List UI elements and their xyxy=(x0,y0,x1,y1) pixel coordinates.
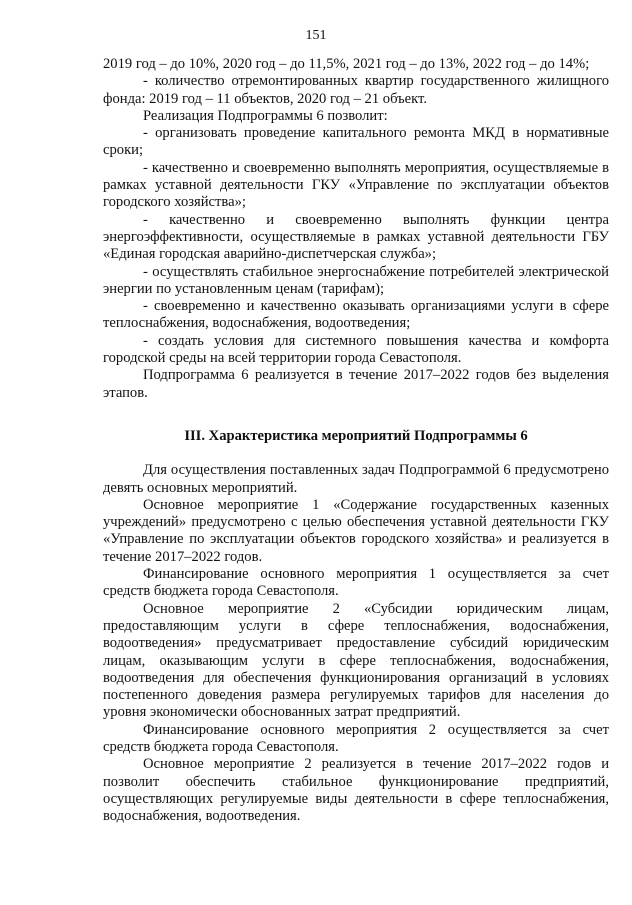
repaired-apartments-paragraph: - количество отремонтированных квартир государственного жилищного фонда: 2019 год – 11 объектов, 2020 год – 21 объект. xyxy=(103,73,609,107)
page-number: 151 xyxy=(305,28,327,43)
measure-2-period-paragraph: Основное мероприятие 2 реализуется в течение 2017–2022 годов и позволит обеспечить стабильное функционирование предприятий, осуществляющих регулируемые виды деятельности в сфере теплоснабжения, водоснабжения, водоотведения. xyxy=(103,756,609,825)
implementation-period-paragraph: Подпрограмма 6 реализуется в течение 2017–2022 годов без выделения этапов. xyxy=(103,367,609,401)
outcome-urban-environment: - создать условия для системного повышения качества и комфорта городской среды на всей территории города Севастополя. xyxy=(103,332,609,367)
section-heading: III. Характеристика мероприятий Подпрограммы 6 xyxy=(184,427,528,444)
main-measure-1-paragraph: Основное мероприятие 1 «Содержание государственных казенных учреждений» предусмотрено с целью обеспечения уставной деятельности ГКУ «Управление по эксплуатации объектов городского хозяйства» и реализуется в течение 2017–2022 годов. xyxy=(103,496,609,565)
main-measure-2-paragraph: Основное мероприятие 2 «Субсидии юридическим лицам, предоставляющим услуги в сфере теплоснабжения, водоснабжения, водоотведения» предусматривает предоставление субсидий юридическим лицам, оказывающим услуги в сфере теплоснабжения, водоснабжения, водоотведения для обеспечения функционирования организаций в условиях постепенного доведения размера регулируемых тарифов для населения до уровня экономически обоснованных затрат предприятий. xyxy=(103,600,609,721)
document-body xyxy=(103,56,609,825)
outcome-capital-repair: - организовать проведение капитального ремонта МКД в нормативные сроки; xyxy=(103,125,609,159)
outcome-energy-efficiency-center: - качественно и своевременно выполнять функции центра энергоэффективности, осуществляемые в рамках уставной деятельности ГБУ «Единая городская аварийно-диспетчерская служба»; xyxy=(103,211,609,263)
measures-overview-paragraph: Для осуществления поставленных задач Подпрограммой 6 предусмотрено девять основных мероприятий. xyxy=(103,462,609,496)
outcome-utility-services: - своевременно и качественно оказывать организациями услуги в сфере теплоснабжения, водоснабжения, водоотведения; xyxy=(103,298,609,332)
outcome-stable-energy-supply: - осуществлять стабильное энергоснабжение потребителей электрической энергии по установленным ценам (тарифам); xyxy=(103,263,609,297)
outcomes-intro-paragraph: Реализация Подпрограммы 6 позволит: xyxy=(143,107,388,124)
outcome-gku-activities: - качественно и своевременно выполнять мероприятия, осуществляемые в рамках уставной деятельности ГКУ «Управление по эксплуатации объектов городского хозяйства»; xyxy=(103,159,609,211)
target-percentages-paragraph: 2019 год – до 10%, 2020 год – до 11,5%, 2021 год – до 13%, 2022 год – до 14%; xyxy=(103,56,590,72)
measure-2-financing-paragraph: Финансирование основного мероприятия 2 осуществляется за счет средств бюджета города Севастополя. xyxy=(103,721,609,755)
measure-1-financing-paragraph: Финансирование основного мероприятия 1 осуществляется за счет средств бюджета города Севастополя. xyxy=(103,566,609,600)
